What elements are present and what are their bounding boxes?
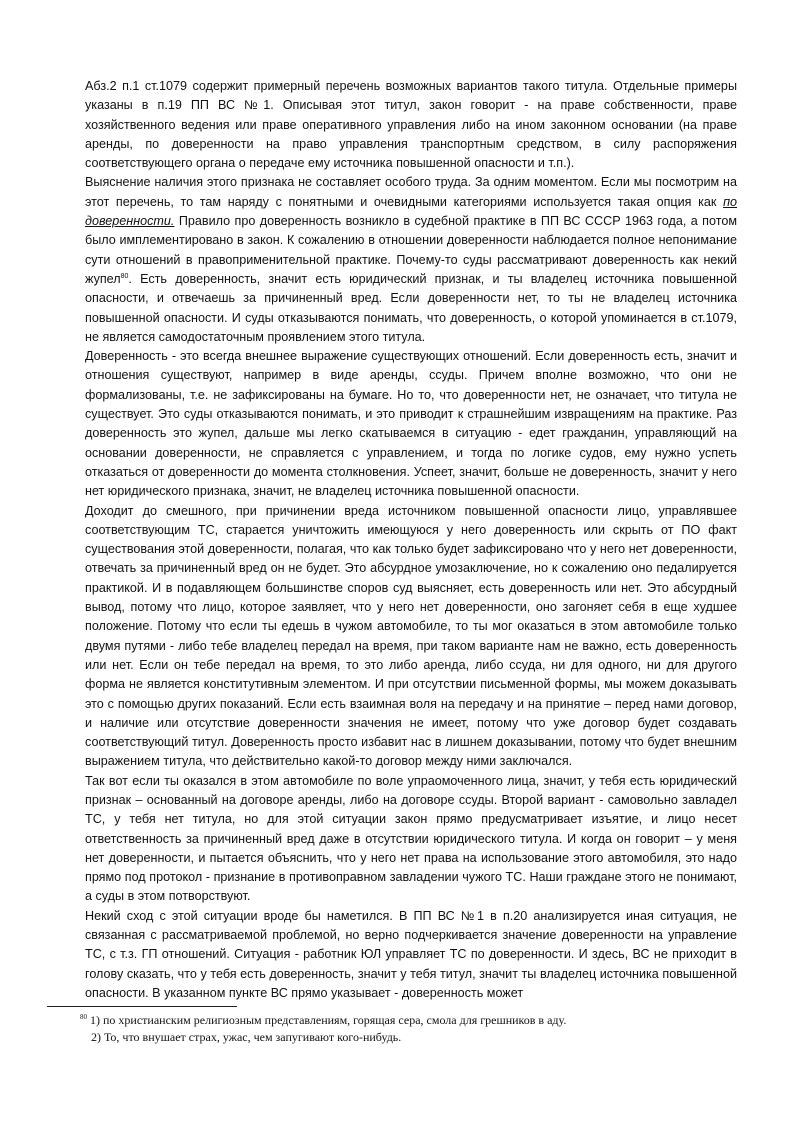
body-text xyxy=(85,77,737,1003)
paragraph-4: Доходит до смешного, при причинении вреда источником повышенной опасности лицо, управлявшее соответствующим ТС, старается уничтожить имеющуюся у него доверенность или скрыть от ПО факт существования этой доверенности, полагая, что как только будет зафиксировано что у него нет доверенности, отвечать за причиненный вред он не будет. Это абсурдное умозаключение, но к сожалению оно педалируется практикой. И в подавляющем большинстве споров суд выясняет, есть доверенность или нет. Это абсурдный вывод, потому что лицо, которое заявляет, что у него нет доверенности, оно загоняет себя в еще худшее положение. Потому что если ты едешь в чужом автомобиле, то ты мог оказаться в этом автомобиле только двумя путями - либо тебе владелец передал на время, при таком варианте нам не важно, есть доверенность или нет. Если он тебе передал на время, то это либо аренда, либо ссуда, ни для одного, ни для другого форма не является конститутивным элементом. И при отсутствии письменной формы, мы можем доказывать это с помощью других показаний. Если есть взаимная воля на передачу и на принятие – перед нами договор, и наличие или отсутствие доверенности значения не имеет, потому что уже договор будет создавать соответствующий титул. Доверенность просто избавит нас в лишнем доказывании, потому что будет внешним выражением титула, что действительно какой-то договор между ними заключался. xyxy=(85,503,737,769)
footnote-80-line-2: 2) То, что внушает страх, ужас, чем запугивают кого-нибудь. xyxy=(91,1030,402,1044)
footnote-80-line-1 xyxy=(80,1012,740,1029)
paragraph-6: Некий сход с этой ситуации вроде бы наметился. В ПП ВС №1 в п.20 анализируется иная ситуация, не связанная с рассматриваемой проблемой, но верно подчеркивается значение доверенности на управление ТС, с т.з. ГП отношений. Ситуация - работник ЮЛ управляет ТС по доверенности. И здесь, ВС не приходит в голову сказать, что у тебя есть доверенность, значит у тебя титул, значит ты владелец источника повышенной опасности. В указанном пункте ВС прямо указывает - доверенность может xyxy=(85,908,737,1000)
emphasized-phrase: по доверенности. xyxy=(85,194,737,229)
footnotes xyxy=(80,1012,740,1046)
paragraph-5: Так вот если ты оказался в этом автомобиле по воле упраомоченного лица, значит, у тебя есть юридический признак – основанный на договоре аренды, либо на договоре ссуды. Второй вариант - самовольно завладел ТС, у тебя нет титула, но для этой ситуации закон прямо предусматривает изъятие, и лицо несет ответственность за причиненный вред даже в отсутствии юридического титула. И когда он говорит – у меня нет доверенности, и пытается объяснить, что у него нет права на использование этого автомобиля, это надо прямо под протокол - признание в противоправном завладении чужого ТС. Наши граждане этого не понимают, а суды в этом потворствуют. xyxy=(85,773,737,904)
paragraph-2-part-b: Правило про доверенность возникло в судебной практике в ПП ВС СССР 1963 года, а потом было имплементировано в закон. К сожалению в отношении доверенности наблюдается полное непонимание сути отношений в правоприменительной практике. Почему-то суды рассматривают доверенность как некий жупел xyxy=(85,214,737,286)
footnote-reference[interactable]: 80 xyxy=(120,272,129,280)
paragraph-2-part-c: . Есть доверенность, значит есть юридический признак, и ты владелец источника повышенной опасности, и отвечаешь за причиненный вред. Если доверенности нет, то ты не владелец источника повышенной опасности. И суды отказываются понимать, что доверенность, о которой упоминается в ст.1079, не является самодостаточным проявлением этого титула. xyxy=(85,271,737,344)
footnote-mark: 80 xyxy=(80,1013,87,1021)
paragraph-3: Доверенность - это всегда внешнее выражение существующих отношений. Если доверенность есть, значит и отношения существуют, например в виде аренды, ссуды. Причем вполне возможно, что они не формализованы, т.е. не зафиксированы на бумаге. Но то, что доверенности нет, не означает, что титула не существует. Это суды отказываются понимать, и это приводит к страшнейшим извращениям на практике. Раз доверенность это жупел, дальше мы легко скатываемся в ситуацию - едет гражданин, управляющий на основании доверенности, не справляется с управлением, и тогда по логике судов, ему нужно успеть отказаться от доверенности до момента столкновения. Успеет, значит, больше не доверенность, значит у него нет юридического признака, значит, не владелец источника повышенной опасности. xyxy=(85,349,737,499)
paragraph-1: Абз.2 п.1 ст.1079 содержит примерный перечень возможных вариантов такого титула. Отдельные примеры указаны в п.19 ПП ВС №1. Описывая этот титул, закон говорит - на праве собственности, праве хозяйственного ведения или праве оперативного управления либо на ином законном основании (на праве аренды, по доверенности на право управления транспортным средством, в силу распоряжения соответствующего органа о передаче ему источника повышенной опасности и т.п.). xyxy=(85,79,737,171)
footnote-text-1: 1) по христианским религиозным представлениям, горящая сера, смола для грешников в аду. xyxy=(87,1013,567,1027)
footnote-separator xyxy=(47,1006,237,1007)
paragraph-2 xyxy=(85,173,737,347)
paragraph-2-part-a: Выяснение наличия этого признака не составляет особого труда. За одним моментом. Если мы посмотрим на этот перечень, то там наряду с понятными и очевидными категориями используется такая опция как xyxy=(85,175,737,209)
